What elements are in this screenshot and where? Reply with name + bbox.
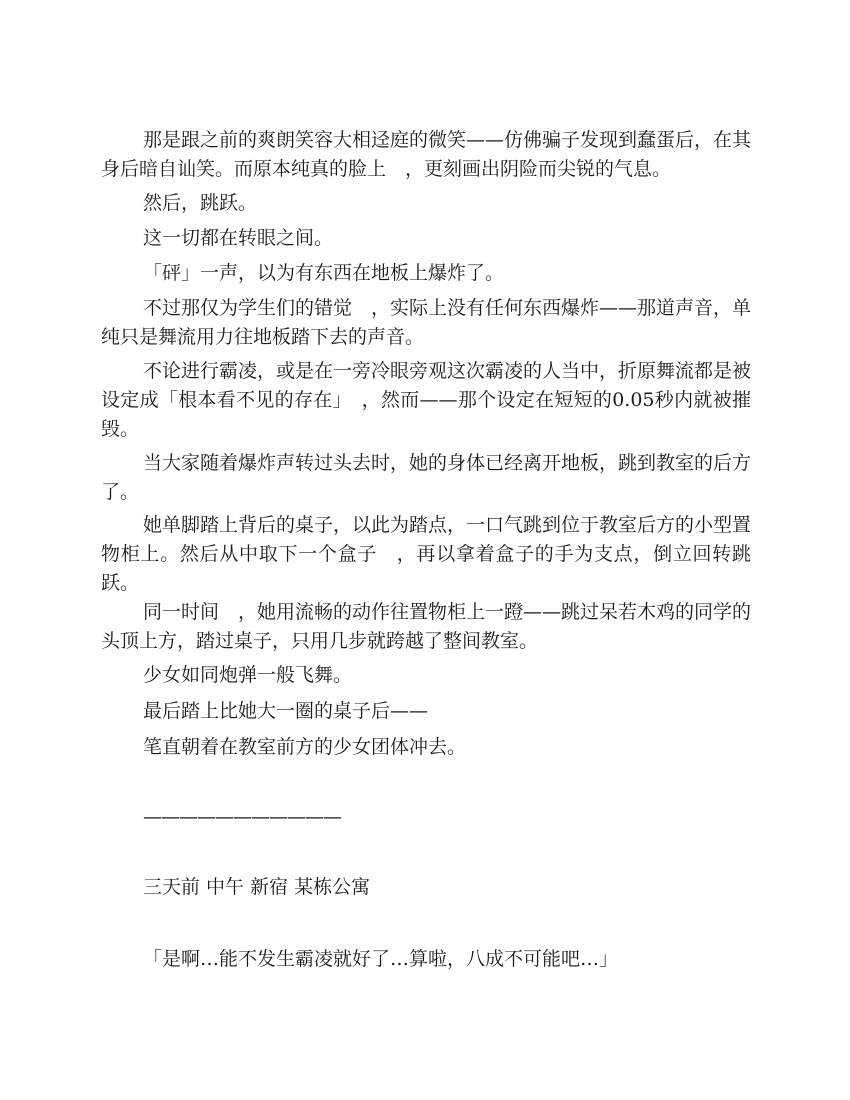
- paragraph-5: 不过那仅为学生们的错觉 ，实际上没有任何东西爆炸——那道声音，单纯只是舞流用力往地板踏下去的声音。: [101, 297, 752, 348]
- paragraph-8: 她单脚踏上背后的桌子，以此为踏点，一口气跳到位于教室后方的小型置物柜上。然后从中取下一个盒子 ，再以拿着盒子的手为支点，倒立回转跳跃。: [101, 514, 752, 594]
- paragraph-10: 少女如同炮弹一般飞舞。: [143, 664, 353, 686]
- paragraph-11: 最后踏上比她大一圈的桌子后——: [143, 700, 429, 722]
- section-separator: ———————————: [143, 806, 341, 828]
- paragraph-6: 不论进行霸凌，或是在一旁冷眼旁观这次霸凌的人当中，折原舞流都是被设定成「根本看不见的存在」 ，然而——那个设定在短短的0.05秒内就被摧毁。: [101, 360, 752, 440]
- paragraph-4: 「砰」一声，以为有东西在地板上爆炸了。: [143, 262, 505, 284]
- paragraph-2: 然后，跳跃。: [143, 192, 258, 214]
- paragraph-3: 这一切都在转眼之间。: [143, 227, 334, 249]
- paragraph-1: 那是跟之前的爽朗笑容大相迳庭的微笑——仿佛骗子发现到蠢蛋后，在其身后暗自讪笑。而原本纯真的脸上 ，更刻画出阴险而尖锐的气息。: [101, 129, 752, 180]
- paragraph-7: 当大家随着爆炸声转过头去时，她的身体已经离开地板，跳到教室的后方了。: [101, 452, 752, 503]
- paragraph-12: 笔直朝着在教室前方的少女团体冲去。: [143, 736, 467, 758]
- paragraph-9: 同一时间 ，她用流畅的动作往置物柜上一蹬——跳过呆若木鸡的同学的头顶上方，踏过桌子，只用几步就跨越了整间教室。: [101, 601, 752, 652]
- dialogue-line: 「是啊…能不发生霸凌就好了…算啦，八成不可能吧…」: [143, 948, 619, 970]
- scene-heading: 三天前 中午 新宿 某栋公寓: [143, 876, 371, 898]
